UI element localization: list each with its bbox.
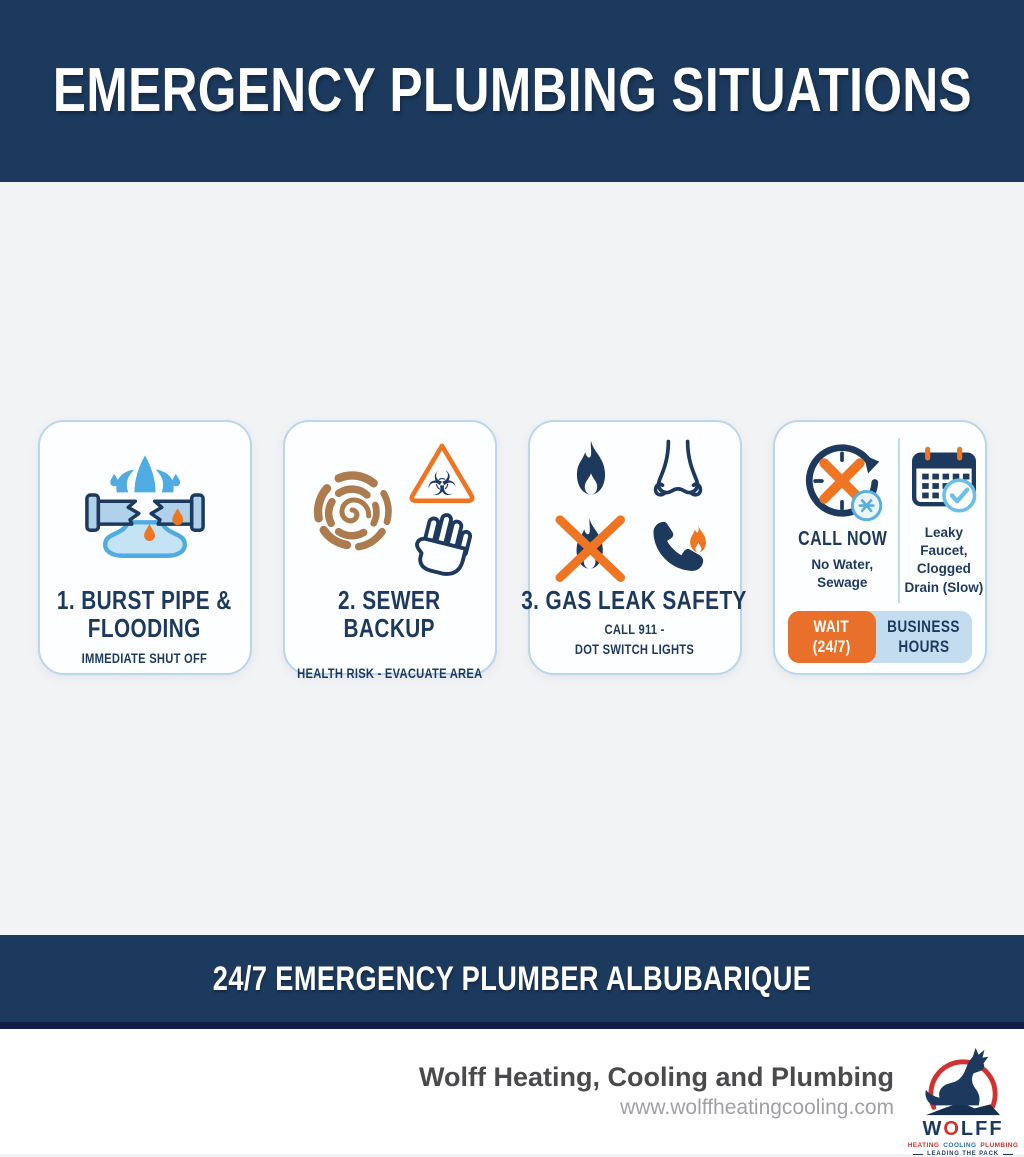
decision-columns: [787, 438, 984, 603]
logo-letters-rest: LFF: [960, 1118, 1004, 1140]
wait-desc: Leaky Faucet, Clogged Drain (Slow): [904, 525, 984, 595]
logo-letter-o: O: [943, 1118, 961, 1140]
logo-tagline-text: LEADING THE PACK: [927, 1151, 999, 1157]
card-subtitle: HEALTH RISK - EVACUATE AREA: [296, 665, 483, 682]
business-hours-badge: [866, 611, 972, 663]
logo-tag-plumbing: PLUMBING: [980, 1142, 1019, 1149]
card-gas-leak: [521, 420, 748, 675]
decision-pill: [788, 611, 972, 663]
wolf-logo-icon: [913, 1045, 1013, 1121]
card-burst-pipe: [38, 420, 252, 675]
wait-line1: WAIT: [813, 617, 850, 637]
gas-icons: [554, 436, 716, 584]
flame-icon: [565, 439, 617, 501]
no-flame-icon: [554, 508, 628, 582]
card-title: 1. BURST PIPE & FLOODING: [57, 585, 232, 644]
bottom-banner: [0, 935, 1024, 1029]
call-now-desc: No Water, Sewage: [811, 557, 874, 591]
wait-column: [900, 438, 988, 603]
calendar-check-icon: [904, 440, 984, 516]
wolff-logo: [907, 1045, 1019, 1157]
cards-row: [0, 420, 1024, 682]
logo-tag-cooling: COOLING: [943, 1142, 977, 1149]
stop-hand-icon: [406, 507, 478, 581]
wait-line2: (24/7): [812, 637, 851, 656]
logo-letter-w: W: [922, 1118, 944, 1140]
phone-flame-icon: [640, 511, 716, 579]
logo-services-line: [908, 1142, 1019, 1149]
card-title: 2. SEWER BACKUP: [338, 585, 441, 644]
logo-tag-heating: HEATING: [907, 1142, 940, 1149]
call-now-label: CALL NOW: [797, 528, 887, 550]
card-subtitle-line1: CALL 911 -: [604, 621, 665, 638]
header-band: [0, 0, 1024, 182]
banner-title: 24/7 EMERGENCY PLUMBER ALBUBARIQUE: [212, 959, 812, 998]
card-sewer-backup: [283, 420, 497, 682]
biohazard-glyph: ☣: [426, 463, 457, 504]
burst-pipe-icon: [79, 436, 211, 584]
card-title: 3. GAS LEAK SAFETY: [521, 585, 748, 615]
logo-wordmark: [922, 1119, 1003, 1139]
footer-text-block: [419, 1063, 894, 1120]
wait-badge: [788, 611, 876, 663]
sewer-icons: [302, 436, 478, 584]
biohazard-icon: [406, 439, 478, 505]
footer: [0, 1029, 1024, 1157]
business-line1: BUSINESS: [887, 617, 960, 637]
card-subtitle-line2: DOT SWITCH LIGHTS: [574, 641, 695, 658]
company-name: Wolff Heating, Cooling and Plumbing: [419, 1062, 894, 1092]
page-title: EMERGENCY PLUMBING SITUATIONS: [52, 56, 972, 125]
nose-icon: [641, 438, 715, 502]
card-subtitle: IMMEDIATE SHUT OFF: [81, 650, 208, 667]
logo-tagline: [913, 1151, 1013, 1157]
clock-urgent-icon: [801, 440, 883, 522]
website-url: www.wolffheatingcooling.com: [620, 1095, 894, 1119]
card-call-decision: [773, 420, 987, 675]
business-line2: HOURS: [897, 637, 950, 656]
sewer-swirl-icon: [302, 458, 402, 562]
call-now-column: [787, 438, 900, 603]
